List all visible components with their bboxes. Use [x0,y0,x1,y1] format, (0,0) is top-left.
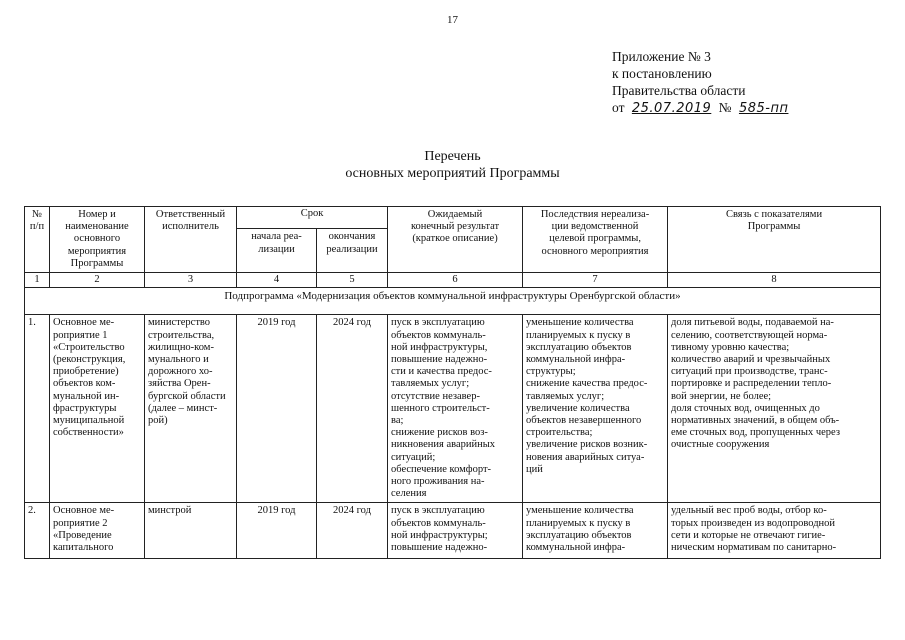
column-number: 1 [25,273,50,288]
measure-result: пуск в эксплуатацию объектов коммуналь- ной инфраструктуры; повышение надежно- [388,503,523,559]
column-number: 3 [145,273,237,288]
date-prefix: от [612,100,625,115]
header-result: Ожидаемый конечный результат (краткое описание) [388,207,523,273]
header-row [25,207,881,229]
measures-table [24,206,881,559]
measure-name: Основное ме- роприятие 1 «Строительство (реконструкция, приобретение) объектов ком- мунальной ин- фраструктуры муниципальной собственности» [50,315,145,503]
header-end: окончания реализации [317,229,388,273]
measure-name: Основное ме- роприятие 2 «Проведение капитального [50,503,145,559]
subprogram-row [25,288,881,315]
column-number: 4 [237,273,317,288]
measure-end: 2024 год [317,315,388,503]
column-number: 7 [523,273,668,288]
header-start: начала реа- лизации [237,229,317,273]
appendix-line-3: Правительства области [612,83,746,98]
header-deadline: Срок [237,207,388,229]
appendix-line-2: к постановлению [612,66,712,81]
measure-indicators: доля питьевой воды, подаваемой на- селению, соответствующей норма- тивному уровню качества; количество аварий и чрезвычайных ситуаций при производстве, транс- портировке и распределении тепло- вой энергии, не более; доля сточных вод, очищенных до нормативных значений, в общем объ- еме сточных вод, пропущенных через очистные сооружения [668,315,881,503]
table-row [25,315,881,503]
row-number: 2. [25,503,50,559]
title-line-2: основных мероприятий Программы [345,166,560,181]
measure-consequences: уменьшение количества планируемых к пуску в эксплуатацию объектов коммунальной инфра- [523,503,668,559]
column-number-row [25,273,881,288]
handwritten-date: 25.07.2019 [631,101,712,116]
measure-executor: минстрой [145,503,237,559]
column-number: 2 [50,273,145,288]
header-consequences: Последствия нереализа- ции ведомственной целевой программы, основного мероприятия [523,207,668,273]
column-number: 6 [388,273,523,288]
row-number: 1. [25,315,50,503]
appendix-date-line [612,99,792,117]
appendix-line-1: Приложение № 3 [612,49,711,64]
appendix-block [612,48,792,117]
measure-result: пуск в эксплуатацию объектов коммуналь- ной инфраструктуры, повышение надежно- сти и качества предос- тавляемых услуг; отсутствие незавер- шенного строительст- ва; снижение рисков воз- никновения аварийных ситуаций; обеспечение комфорт- ного проживания на- селения [388,315,523,503]
measure-indicators: удельный вес проб воды, отбор ко- торых произведен из водопроводной сети и которые не отвечают гигие- ническим нормативам по санитарно- [668,503,881,559]
subprogram-title: Подпрограмма «Модернизация объектов коммунальной инфраструктуры Оренбургской области» [25,288,881,315]
document-title [0,148,905,182]
handwritten-number: 585-пп [738,101,789,116]
measure-executor: министерство строительства, жилищно-ком- мунального и дорожного хо- зяйства Орен- бургской области (далее – минст- рой) [145,315,237,503]
measure-end: 2024 год [317,503,388,559]
header-num: № п/п [25,207,50,273]
column-number: 8 [668,273,881,288]
measure-consequences: уменьшение количества планируемых к пуску в эксплуатацию объектов коммунальной инфра- структуры; снижение качества предос- тавляемых услуг; увеличение количества объектов незавершенного строительства; увеличение рисков возник- новения аварийных ситуа- ций [523,315,668,503]
title-line-1: Перечень [424,149,481,164]
header-indicators: Связь с показателями Программы [668,207,881,273]
number-prefix: № [718,100,732,115]
measure-start: 2019 год [237,315,317,503]
header-name: Номер и наименование основного мероприятия Программы [50,207,145,273]
page-number: 17 [447,14,458,26]
measure-start: 2019 год [237,503,317,559]
header-executor: Ответственный исполнитель [145,207,237,273]
table-row [25,503,881,559]
column-number: 5 [317,273,388,288]
